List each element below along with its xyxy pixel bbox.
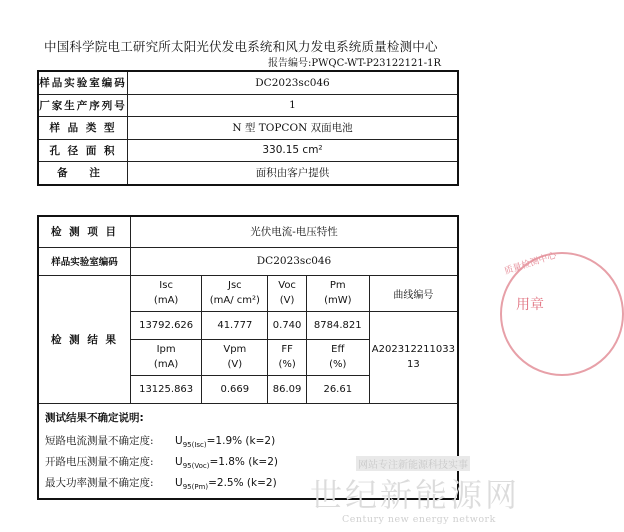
value-isc: 13792.626 <box>131 311 202 339</box>
table-row <box>38 71 458 94</box>
uncertainty-symbol: U <box>175 476 183 489</box>
table-row <box>38 247 458 275</box>
uncertainty-label: 短路电流测量不确定度: <box>45 434 154 447</box>
test-item-label: 检 测 项 目 <box>38 216 131 247</box>
value-ipm: 13125.863 <box>131 375 202 403</box>
watermark-big: 世纪新能源网 <box>310 476 521 514</box>
uncertainty-symbol: U <box>175 434 183 447</box>
header-voc <box>268 275 306 311</box>
sample-type-label: 样 品 类 型 <box>38 117 128 140</box>
value-vpm: 0.669 <box>202 375 268 403</box>
curve-value: A202312211033 13 <box>369 311 458 403</box>
header-unit: (mW) <box>324 295 352 306</box>
header-name: FF <box>281 344 293 355</box>
header-name: Isc <box>159 280 173 291</box>
uncertainty-value: =1.9% (k=2) <box>206 434 276 447</box>
curve-label: 曲线编号 <box>369 275 458 311</box>
header-unit: (mA) <box>153 295 179 306</box>
value-pm: 8784.821 <box>306 311 369 339</box>
value-voc: 0.740 <box>268 311 306 339</box>
uncertainty-value: =2.5% (k=2) <box>208 476 277 489</box>
table-row <box>38 275 458 311</box>
uncertainty-label: 开路电压测量不确定度: <box>45 455 154 468</box>
header-ipm <box>131 339 202 375</box>
header-name: Voc <box>278 280 296 291</box>
uncertainty-value: =1.8% (k=2) <box>209 455 279 468</box>
header-eff <box>306 339 369 375</box>
serial-value: 1 <box>128 94 459 117</box>
header-name: Ipm <box>156 344 176 355</box>
header-isc <box>131 275 202 311</box>
header-unit: (mA) <box>153 359 179 370</box>
table-row <box>38 94 458 117</box>
sample-code-label: 样品实验室编码 <box>38 71 128 94</box>
header-unit: (%) <box>278 359 296 370</box>
header-name: Vpm <box>223 344 247 355</box>
remark-label: 备 注 <box>38 162 128 185</box>
sample-info-table <box>37 70 459 186</box>
header-name: Eff <box>331 344 345 355</box>
watermark-small: 网站专注新能源科技实事 <box>356 456 470 471</box>
header-unit: (%) <box>329 359 347 370</box>
uncertainty-subscript: 95(Pm) <box>182 482 209 491</box>
sample-code-value: DC2023sc046 <box>128 71 459 94</box>
serial-label: 厂家生产序列号 <box>38 94 128 117</box>
header-name: Pm <box>329 280 346 291</box>
table-row <box>38 117 458 140</box>
uncertainty-row <box>45 431 457 452</box>
aperture-area-label: 孔 径 面 积 <box>38 139 128 162</box>
watermark-en: Century new energy network <box>342 514 496 525</box>
header-unit: (V) <box>227 359 243 370</box>
value-ff: 86.09 <box>268 375 306 403</box>
uncertainty-label: 最大功率测量不确定度: <box>45 476 154 489</box>
value-jsc: 41.777 <box>202 311 268 339</box>
header-vpm <box>202 339 268 375</box>
uncertainty-subscript: 95(Voc) <box>182 461 210 470</box>
remark-value: 面积由客户提供 <box>128 162 459 185</box>
stamp-text-use: 用章 <box>516 297 544 313</box>
header-ff <box>268 339 306 375</box>
header-jsc <box>202 275 268 311</box>
table-row <box>38 139 458 162</box>
table-row <box>38 162 458 185</box>
header-pm <box>306 275 369 311</box>
test-item-value: 光伏电流-电压特性 <box>131 216 459 247</box>
uncertainty-subscript: 95(Isc) <box>182 440 207 449</box>
aperture-area-value: 330.15 cm² <box>128 139 459 162</box>
document-title: 中国科学院电工研究所太阳光伏发电系统和风力发电系统质量检测中心 <box>44 39 438 54</box>
header-unit: (mA/ cm²) <box>209 295 260 306</box>
header-name: Jsc <box>228 280 242 291</box>
results-code-label: 样品实验室编码 <box>38 247 131 275</box>
results-code-value: DC2023sc046 <box>131 247 459 275</box>
uncertainty-title: 测试结果不确定说明: <box>45 411 144 424</box>
table-row <box>38 216 458 247</box>
stamp-text: 质量检测中心 <box>503 250 558 278</box>
result-label: 检 测 结 果 <box>38 275 131 403</box>
report-number: 报告编号:PWQC-WT-P23122121-1R <box>268 58 441 69</box>
value-eff: 26.61 <box>306 375 369 403</box>
uncertainty-symbol: U <box>175 455 183 468</box>
sample-type-value: N 型 TOPCON 双面电池 <box>128 117 459 140</box>
header-unit: (V) <box>279 295 295 306</box>
